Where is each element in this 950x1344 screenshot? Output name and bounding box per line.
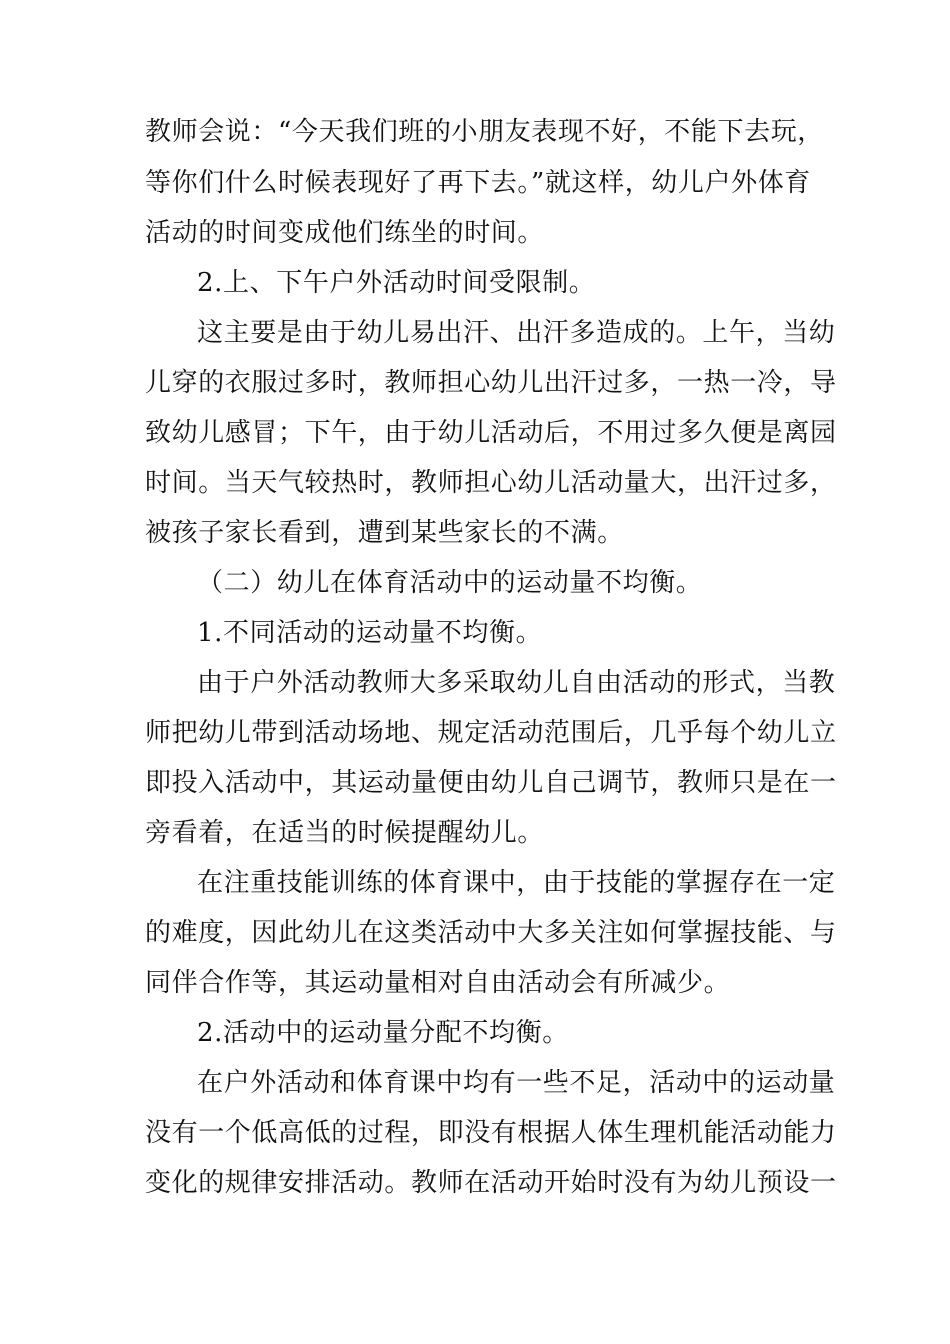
text-line: 致幼儿感冒；下午，由于幼儿活动后，不用过多久便是离园 xyxy=(145,418,837,448)
text-line: 活动的时间变成他们练坐的时间。 xyxy=(145,218,545,248)
section-heading: 1.不同活动的运动量不均衡。 xyxy=(197,618,543,648)
section-heading: （二）幼儿在体育活动中的运动量不均衡。 xyxy=(197,568,703,598)
text-line: 在户外活动和体育课中均有一些不足，活动中的运动量 xyxy=(197,1068,836,1098)
section-heading: 2.活动中的运动量分配不均衡。 xyxy=(197,1018,569,1048)
text-line: 同伴合作等，其运动量相对自由活动会有所减少。 xyxy=(145,968,731,998)
text-line: 在注重技能训练的体育课中，由于技能的掌握存在一定 xyxy=(197,868,836,898)
text-line: 被孩子家长看到，遭到某些家长的不满。 xyxy=(145,518,624,548)
text-line: 儿穿的衣服过多时，教师担心幼儿出汗过多，一热一冷，导 xyxy=(145,368,837,398)
text-line: 变化的规律安排活动。教师在活动开始时没有为幼儿预设一 xyxy=(145,1168,837,1198)
text-line: 旁看着，在适当的时候提醒幼儿。 xyxy=(145,818,545,848)
text-line: 等你们什么时候表现好了再下去。”就这样，幼儿户外体育 xyxy=(145,168,811,198)
text-line: 的难度，因此幼儿在这类活动中大多关注如何掌握技能、与 xyxy=(145,918,837,948)
text-line: 时间。当天气较热时，教师担心幼儿活动量大，出汗过多， xyxy=(145,468,837,498)
text-line: 没有一个低高低的过程，即没有根据人体生理机能活动能力 xyxy=(145,1118,837,1148)
section-heading: 2.上、下午户外活动时间受限制。 xyxy=(197,268,596,298)
text-line: 由于户外活动教师大多采取幼儿自由活动的形式，当教 xyxy=(197,668,836,698)
text-line: 即投入活动中，其运动量便由幼儿自己调节，教师只是在一 xyxy=(145,768,837,798)
text-line: 这主要是由于幼儿易出汗、出汗多造成的。上午，当幼 xyxy=(197,318,836,348)
text-line: 教师会说：“今天我们班的小朋友表现不好，不能下去玩， xyxy=(145,117,824,147)
text-line: 师把幼儿带到活动场地、规定活动范围后，几乎每个幼儿立 xyxy=(145,718,837,748)
